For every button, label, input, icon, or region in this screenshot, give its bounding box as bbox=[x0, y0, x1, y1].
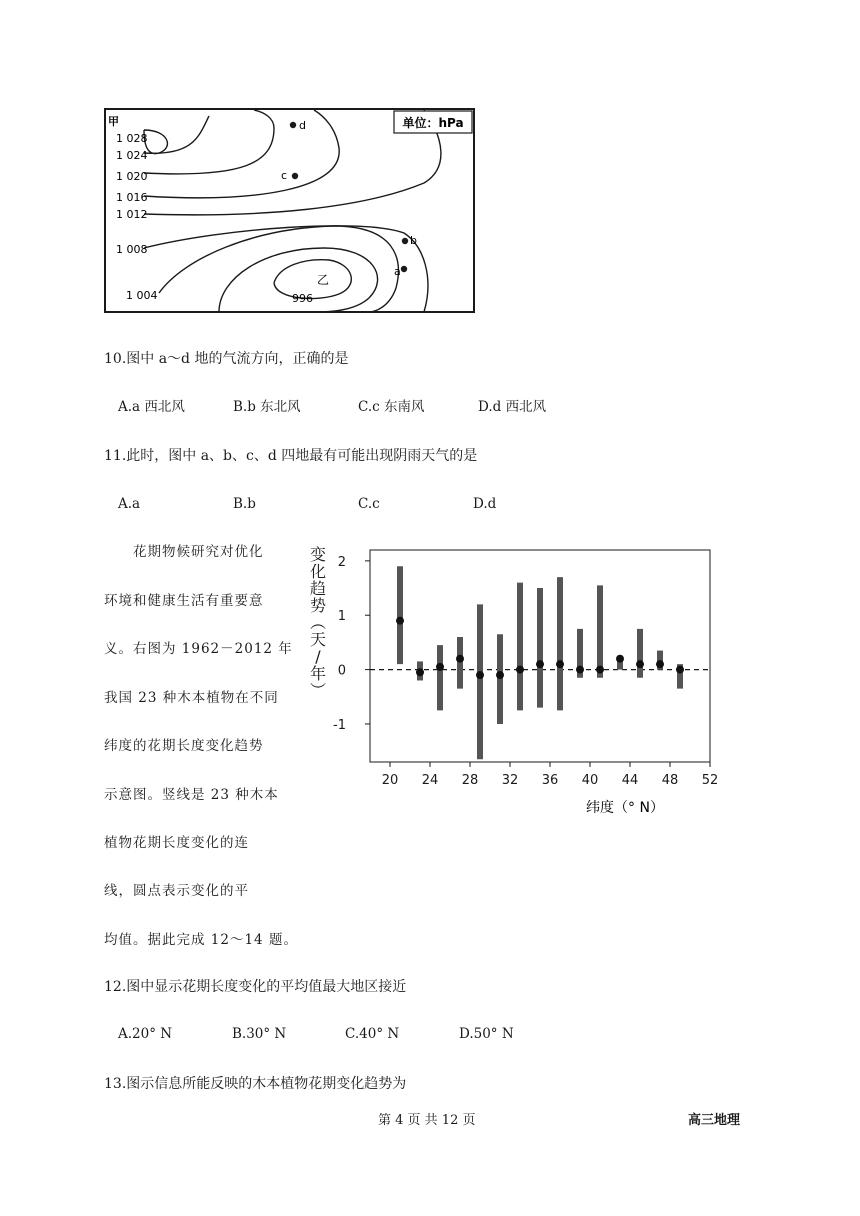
x-tick-label: 28 bbox=[461, 773, 479, 788]
isobar-label-1028: 1 028 bbox=[116, 132, 148, 145]
intro-line-6: 示意图。竖线是 23 种木本 bbox=[104, 787, 279, 803]
mean-point bbox=[656, 660, 664, 668]
x-axis-label: 纬度（° N） bbox=[586, 800, 664, 816]
x-tick-label: 32 bbox=[501, 773, 519, 788]
isobar-label-1004: 1 004 bbox=[126, 289, 158, 302]
flowering-trend-chart-svg bbox=[300, 530, 720, 825]
point-d-label: d bbox=[299, 119, 306, 132]
isobar-label-1008: 1 008 bbox=[116, 243, 148, 256]
x-tick-label: 20 bbox=[381, 773, 399, 788]
q10-option-c[interactable]: C.c 东南风 bbox=[358, 399, 425, 415]
mean-point bbox=[476, 671, 484, 679]
q13-stem: 13.图示信息所能反映的木本植物花期变化趋势为 bbox=[104, 1076, 407, 1092]
mean-point bbox=[516, 666, 524, 674]
intro-line-5: 纬度的花期长度变化趋势 bbox=[104, 738, 264, 754]
point-b-dot bbox=[402, 238, 408, 244]
point-a-label: a bbox=[394, 265, 401, 278]
mean-point bbox=[436, 663, 444, 671]
q11-option-d[interactable]: D.d bbox=[473, 496, 497, 512]
intro-line-2: 环境和健康生活有重要意 bbox=[104, 593, 264, 609]
q12-option-c[interactable]: C.40° N bbox=[345, 1026, 400, 1042]
subject-label: 高三地理 bbox=[688, 1113, 741, 1128]
y-axis-label-char: 年 bbox=[309, 664, 327, 683]
intro-line-1: 花期物候研究对优化 bbox=[133, 544, 264, 560]
y-axis-label-char: 趋 bbox=[309, 579, 327, 598]
q12-option-d[interactable]: D.50° N bbox=[459, 1026, 514, 1042]
mean-point bbox=[536, 660, 544, 668]
y-tick-label: 0 bbox=[337, 663, 346, 679]
y-axis-label-char: 变 bbox=[309, 545, 327, 564]
isobar-label-1016: 1 016 bbox=[116, 191, 148, 204]
y-tick-label: 1 bbox=[337, 609, 346, 625]
y-tick-label: 2 bbox=[337, 554, 346, 570]
q10-option-b[interactable]: B.b 东北风 bbox=[233, 399, 301, 415]
q11-option-a[interactable]: A.a bbox=[118, 496, 141, 512]
unit-label: 单位：hPa bbox=[402, 116, 464, 130]
flowering-trend-chart bbox=[300, 530, 720, 825]
y-axis-label-char: （ bbox=[308, 613, 327, 631]
point-c-label: c bbox=[281, 169, 288, 182]
q12-option-b[interactable]: B.30° N bbox=[232, 1026, 287, 1042]
q11-option-b[interactable]: B.b bbox=[233, 496, 256, 512]
y-axis-label-char: / bbox=[315, 647, 321, 666]
isobar-label-1024: 1 024 bbox=[116, 149, 148, 162]
isobar-map-figure bbox=[104, 108, 475, 313]
mean-point bbox=[636, 660, 644, 668]
point-jia-label: 甲 bbox=[108, 115, 119, 128]
intro-line-3: 义。右图为 1962－2012 年 bbox=[104, 641, 293, 657]
x-tick-label: 52 bbox=[701, 773, 719, 788]
page-number: 第 4 页 共 12 页 bbox=[378, 1113, 476, 1128]
intro-line-9: 均值。据此完成 12～14 题。 bbox=[104, 932, 298, 948]
y-axis-label-char: 天 bbox=[309, 630, 327, 649]
mean-point bbox=[676, 666, 684, 674]
mean-point bbox=[496, 671, 504, 679]
mean-point bbox=[576, 666, 584, 674]
x-tick-label: 44 bbox=[621, 773, 639, 788]
isobar-label-1012: 1 012 bbox=[116, 208, 148, 221]
q11-option-c[interactable]: C.c bbox=[358, 496, 380, 512]
isobar-map-svg bbox=[104, 108, 475, 313]
intro-line-7: 植物花期长度变化的连 bbox=[104, 835, 249, 851]
mean-point bbox=[456, 655, 464, 663]
intro-line-8: 线，圆点表示变化的平 bbox=[104, 883, 249, 899]
x-tick-label: 36 bbox=[541, 773, 559, 788]
q12-option-a[interactable]: A.20° N bbox=[118, 1026, 173, 1042]
point-c-dot bbox=[292, 173, 298, 179]
q10-stem: 10.图中 a～d 地的气流方向，正确的是 bbox=[104, 351, 349, 367]
y-axis-label bbox=[308, 545, 327, 698]
y-axis-label-char: 化 bbox=[309, 562, 327, 581]
isobar-label-996: 996 bbox=[292, 292, 313, 305]
q11-stem: 11.此时，图中 a、b、c、d 四地最有可能出现阴雨天气的是 bbox=[104, 448, 478, 464]
mean-point bbox=[556, 660, 564, 668]
point-yi-label: 乙 bbox=[317, 273, 330, 287]
x-tick-label: 48 bbox=[661, 773, 679, 788]
q10-option-a[interactable]: A.a 西北风 bbox=[118, 399, 185, 415]
intro-line-4: 我国 23 种木本植物在不同 bbox=[104, 690, 279, 706]
mean-point bbox=[396, 617, 404, 625]
point-d-dot bbox=[290, 122, 296, 128]
x-tick-label: 40 bbox=[581, 773, 599, 788]
y-axis-label-char: 势 bbox=[309, 596, 327, 615]
mean-point bbox=[616, 655, 624, 663]
q10-option-d[interactable]: D.d 西北风 bbox=[478, 399, 547, 415]
q12-stem: 12.图中显示花期长度变化的平均值最大地区接近 bbox=[104, 979, 407, 995]
point-b-label: b bbox=[410, 234, 417, 247]
x-tick-label: 24 bbox=[421, 773, 439, 788]
y-axis-label-char: ） bbox=[308, 681, 327, 699]
y-tick-label: -1 bbox=[333, 717, 346, 733]
point-a-dot bbox=[401, 266, 407, 272]
mean-point bbox=[416, 668, 424, 676]
isobar-label-1020: 1 020 bbox=[116, 170, 148, 183]
mean-point bbox=[596, 666, 604, 674]
